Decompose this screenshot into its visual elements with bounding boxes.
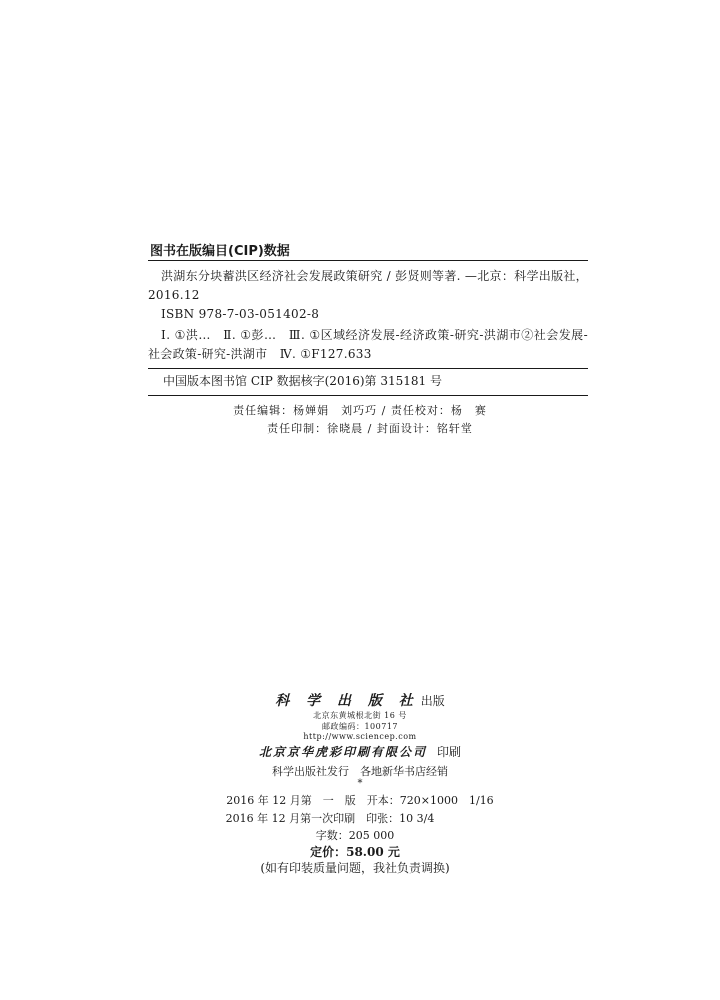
printer-suffix: 印刷 bbox=[437, 745, 462, 759]
editors-line-2: 责任印制：徐晓晨 / 封面设计：铭轩堂 bbox=[267, 422, 473, 435]
publisher-name: 科 学 出 版 社 bbox=[275, 693, 419, 709]
cip-title: 图书在版编目(CIP)数据 bbox=[150, 244, 290, 259]
publisher-suffix: 出版 bbox=[420, 694, 445, 708]
publisher-website: http://www.sciencep.com bbox=[303, 732, 417, 741]
cip-classification: Ⅰ. ①洪… Ⅱ. ①彭… Ⅲ. ①区域经济发展-经济政策-研究-洪湖市②社会发展-社会政策-研究-洪湖市 Ⅳ. ①F127.633 bbox=[148, 328, 588, 361]
publisher-address: 北京东黄城根北街 16 号 bbox=[313, 711, 407, 720]
quality-notice: (如有印装质量问题，我社负责调换) bbox=[260, 861, 450, 875]
distribution-line: 科学出版社发行 各地新华书店经销 bbox=[272, 765, 448, 778]
cip-body bbox=[148, 261, 588, 368]
cip-block bbox=[148, 244, 588, 396]
separator-star: * bbox=[357, 778, 363, 789]
edition-line: 2016 年 12 月第 一 版 开本：720×1000 1/16 bbox=[226, 794, 494, 807]
editors-line-1: 责任编辑：杨婵娟 刘巧巧 / 责任校对：杨 赛 bbox=[233, 404, 487, 417]
publisher-postcode: 邮政编码：100717 bbox=[321, 722, 399, 731]
printer-name: 北京京华虎彩印刷有限公司 bbox=[258, 745, 427, 759]
publisher-line bbox=[0, 690, 720, 710]
cip-bottom-rule bbox=[148, 395, 588, 396]
cip-catalog-number: 中国版本图书馆 CIP 数据核字(2016)第 315181 号 bbox=[163, 374, 442, 388]
printer-line bbox=[0, 743, 720, 760]
cip-isbn: ISBN 978-7-03-051402-8 bbox=[161, 307, 320, 321]
price: 定价：58.00 元 bbox=[310, 845, 400, 859]
cip-description: 洪湖东分块蓄洪区经济社会发展政策研究 / 彭贤则等著. —北京：科学出版社，2016.12 bbox=[148, 269, 588, 302]
word-count: 字数：205 000 bbox=[315, 829, 395, 842]
printing-line: 2016 年 12 月第一次印刷 印张：10 3/4 bbox=[225, 812, 435, 825]
